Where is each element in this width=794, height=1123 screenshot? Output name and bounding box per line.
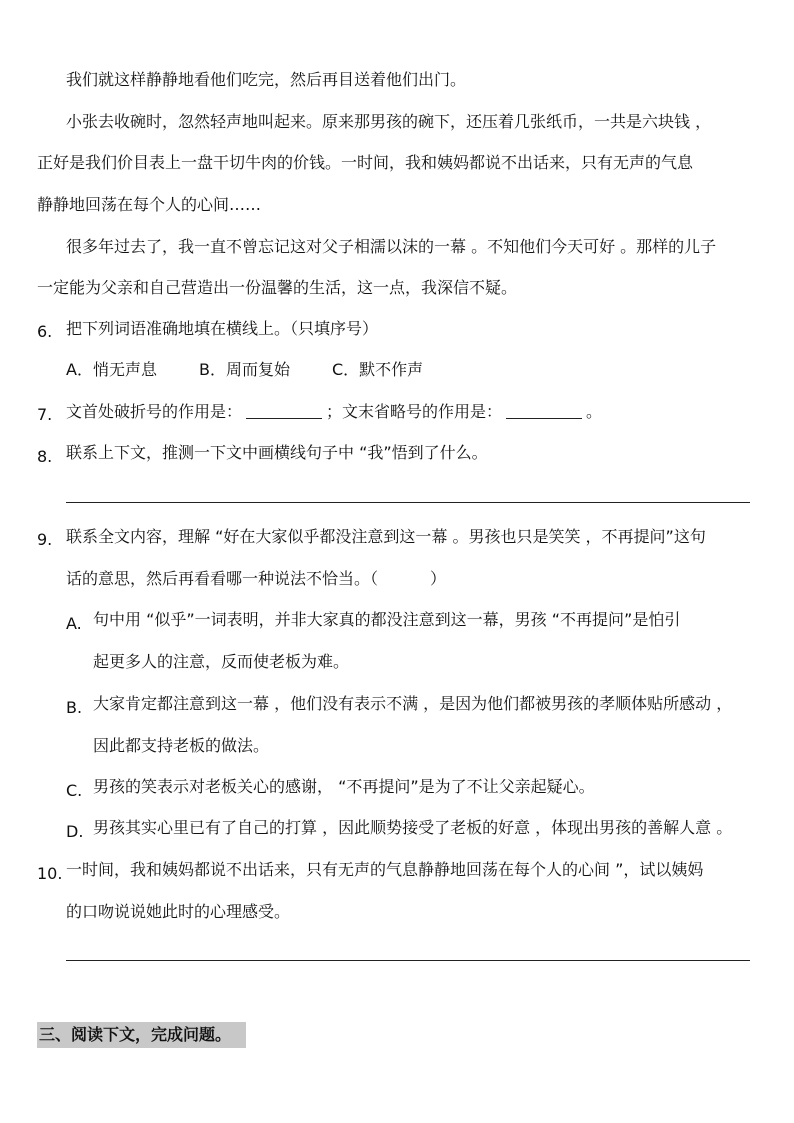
question-8-text: 联系上下文，推测一下文中画横线句子中 “我”悟到了什么。 <box>66 443 488 462</box>
question-6-option-b: B．周而复始 <box>199 360 290 379</box>
question-9-option-b-line-1: 大家肯定都注意到这一幕 ，他们没有表示不满 ，是因为他们都被男孩的孝顺体贴所感动 ， <box>93 694 733 713</box>
question-9-option-d-line-1: 男孩其实心里已有了自己的打算 ，因此顺势接受了老板的好意 ，体现出男孩的善解人意 。 <box>93 818 733 837</box>
question-7-text-c: 。 <box>586 402 603 421</box>
question-6-option-c: C．默不作声 <box>332 360 424 379</box>
question-9-option-b-line-2: 因此都支持老板的做法。 <box>93 736 270 755</box>
question-6-options <box>66 360 423 380</box>
question-7-text-b: ；文末省略号的作用是： <box>326 402 503 421</box>
question-9-text-line-2a: 话的意思，然后再看看哪一种说法不恰当。（ <box>66 569 379 588</box>
question-8-number: 8. <box>37 447 53 466</box>
question-9-text-line-2b: ） <box>430 569 447 588</box>
question-6-text: 把下列词语准确地填在横线上。（只填序号） <box>66 319 379 338</box>
question-7-number: 7. <box>37 405 53 424</box>
question-7-blank-2[interactable] <box>506 404 582 419</box>
question-9-option-a-line-1: 句中用 “似乎”一词表明，并非大家真的都没注意到这一幕，男孩 “不再提问”是怕引 <box>93 610 681 629</box>
question-9-option-c-line-1: 男孩的笑表示对老板关心的感谢， “不再提问”是为了不让父亲起疑心。 <box>93 777 595 796</box>
question-10-text-line-1: 一时间，我和姨妈都说不出话来，只有无声的气息静静地回荡在每个人的心间 ”，试以姨妈 <box>66 860 704 879</box>
question-9-option-a-label: A. <box>66 614 82 633</box>
passage-paragraph-2-line-1: 小张去收碗时，忽然轻声地叫起来。原来那男孩的碗下，还压着几张纸币，一共是六块钱 ， <box>66 112 712 131</box>
passage-paragraph-1: 我们就这样静静地看他们吃完，然后再目送着他们出门。 <box>66 70 467 89</box>
question-6-option-a: A．悄无声息 <box>66 360 157 379</box>
question-8-answer-line[interactable] <box>66 502 750 503</box>
question-9-number: 9. <box>37 530 53 549</box>
passage-paragraph-3-line-1: 很多年过去了，我一直不曾忘记这对父子相濡以沫的一幕 。不知他们今天可好 。那样的儿子 <box>66 237 717 256</box>
question-7-line <box>66 402 602 422</box>
passage-paragraph-2-line-2: 正好是我们价目表上一盘干切牛肉的价钱。一时间，我和姨妈都说不出话来，只有无声的气息 <box>37 153 694 172</box>
section-heading: 三、阅读下文，完成问题。 <box>37 1022 246 1048</box>
question-9-option-a-line-2: 起更多人的注意，反而使老板为难。 <box>93 652 350 671</box>
question-9-option-b-label: B. <box>66 698 83 717</box>
passage-paragraph-2-line-3: 静静地回荡在每个人的心间…… <box>37 195 262 214</box>
question-7-text-a: 文首处破折号的作用是： <box>66 402 243 421</box>
question-10-text-line-2: 的口吻说说她此时的心理感受。 <box>66 902 291 921</box>
question-9-option-c-label: C. <box>66 781 83 800</box>
question-9-text-line-2 <box>66 569 446 589</box>
question-10-number: 10. <box>37 864 63 883</box>
question-9-text-line-1: 联系全文内容，理解 “好在大家似乎都没注意到这一幕 。男孩也只是笑笑 ，不再提问”这句 <box>66 527 706 546</box>
passage-paragraph-3-line-2: 一定能为父亲和自己营造出一份温馨的生活，这一点，我深信不疑。 <box>37 278 518 297</box>
question-6-number: 6. <box>37 322 53 341</box>
question-9-option-d-label: D. <box>66 822 84 841</box>
question-7-blank-1[interactable] <box>246 404 322 419</box>
question-10-answer-line[interactable] <box>66 960 750 961</box>
